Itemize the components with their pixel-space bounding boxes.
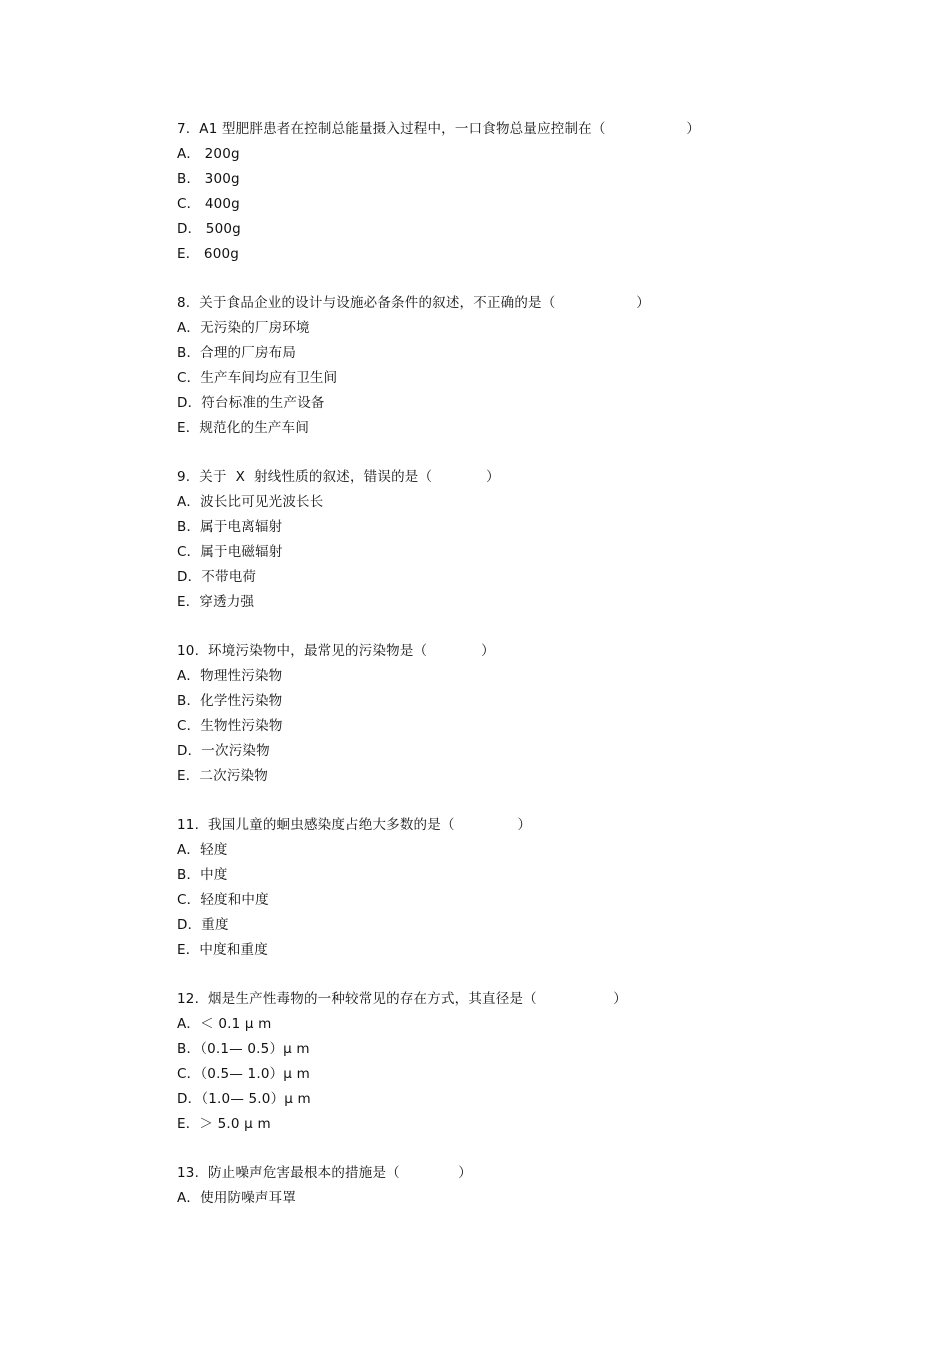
option-b: B．（0.1— 0.5）μ m (177, 1041, 310, 1057)
option-d: D．（1.0— 5.0）μ m (177, 1091, 311, 1107)
option-b: B． 300g (177, 171, 240, 187)
question-stem: 7. A1 型肥胖患者在控制总能量摄入过程中，一口食物总量应控制在（ ） (177, 121, 701, 137)
option-e: E． 600g (177, 246, 240, 262)
option-c: C．轻度和中度 (177, 892, 269, 908)
option-a: A．无污染的厂房环境 (177, 320, 310, 336)
option-d: D．符台标准的生产设备 (177, 395, 325, 411)
option-b: B．化学性污染物 (177, 693, 283, 709)
option-e: E．＞ 5.0 μ m (177, 1116, 271, 1132)
option-a: A．物理性污染物 (177, 668, 283, 684)
option-b: B．属于电离辐射 (177, 519, 283, 535)
question-10 (177, 639, 817, 789)
option-b: B．中度 (177, 867, 228, 883)
question-stem: 8. 关于食品企业的设计与设施必备条件的叙述，不正确的是（ ） (177, 295, 651, 311)
question-stem: 13. 防止噪声危害最根本的措施是（ ） (177, 1165, 472, 1181)
option-c: C．生产车间均应有卫生间 (177, 370, 338, 386)
option-a: A．波长比可见光波长长 (177, 494, 324, 510)
question-11 (177, 813, 817, 963)
option-a: A． 200g (177, 146, 240, 162)
question-13 (177, 1161, 817, 1211)
question-8 (177, 291, 817, 441)
option-d: D．一次污染物 (177, 743, 270, 759)
option-e: E．中度和重度 (177, 942, 268, 958)
question-stem: 10. 环境污染物中，最常见的污染物是（ ） (177, 643, 495, 659)
question-stem: 12. 烟是生产性毒物的一种较常见的存在方式，其直径是（ ） (177, 991, 627, 1007)
question-12 (177, 987, 817, 1137)
document-page (177, 117, 817, 1235)
option-d: D． 500g (177, 221, 241, 237)
option-b: B．合理的厂房布局 (177, 345, 297, 361)
option-e: E．二次污染物 (177, 768, 268, 784)
option-e: E．穿透力强 (177, 594, 255, 610)
option-e: E．规范化的生产车间 (177, 420, 310, 436)
option-a: A．使用防噪声耳罩 (177, 1190, 297, 1206)
option-a: A．轻度 (177, 842, 228, 858)
question-9 (177, 465, 817, 615)
question-stem: 9. 关于 X 射线性质的叙述，错误的是（ ） (177, 469, 500, 485)
option-c: C．（0.5— 1.0）μ m (177, 1066, 310, 1082)
question-stem: 11. 我国儿童的蛔虫感染度占绝大多数的是（ ） (177, 817, 532, 833)
option-c: C． 400g (177, 196, 240, 212)
option-d: D．不带电荷 (177, 569, 257, 585)
option-c: C．生物性污染物 (177, 718, 283, 734)
option-d: D．重度 (177, 917, 229, 933)
question-7 (177, 117, 817, 267)
option-c: C．属于电磁辐射 (177, 544, 283, 560)
option-a: A．＜ 0.1 μ m (177, 1016, 272, 1032)
